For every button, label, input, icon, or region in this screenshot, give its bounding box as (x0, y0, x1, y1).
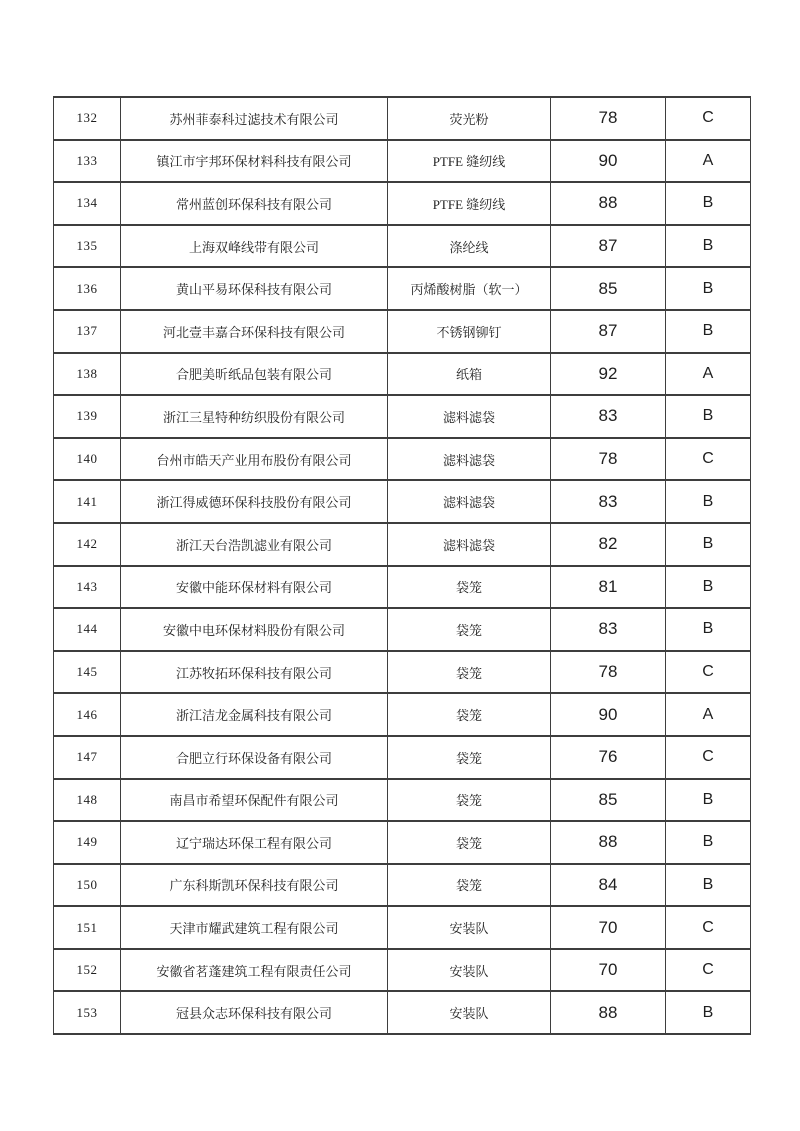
product-name-cell: 荧光粉 (388, 97, 551, 140)
row-index-cell: 143 (54, 566, 121, 609)
grade-cell: B (666, 779, 751, 822)
row-index-cell: 148 (54, 779, 121, 822)
grade-cell: C (666, 438, 751, 481)
score-cell: 78 (551, 438, 666, 481)
row-index-cell: 149 (54, 821, 121, 864)
product-name-cell: 滤料滤袋 (388, 438, 551, 481)
grade-cell: B (666, 480, 751, 523)
company-name-cell: 江苏牧拓环保科技有限公司 (121, 651, 388, 694)
company-name-cell: 广东科斯凯环保科技有限公司 (121, 864, 388, 907)
company-name-cell: 安徽省茗蓬建筑工程有限责任公司 (121, 949, 388, 992)
grade-cell: B (666, 310, 751, 353)
grade-cell: C (666, 906, 751, 949)
grade-cell: B (666, 821, 751, 864)
product-name-cell: 袋笼 (388, 736, 551, 779)
score-cell: 87 (551, 225, 666, 268)
table-row (54, 225, 751, 268)
product-name-cell: 袋笼 (388, 821, 551, 864)
score-cell: 87 (551, 310, 666, 353)
row-index-cell: 153 (54, 991, 121, 1034)
product-name-cell: 丙烯酸树脂（软一） (388, 267, 551, 310)
company-name-cell: 冠县众志环保科技有限公司 (121, 991, 388, 1034)
grade-cell: B (666, 864, 751, 907)
table-row (54, 991, 751, 1034)
score-cell: 85 (551, 267, 666, 310)
table-row (54, 864, 751, 907)
row-index-cell: 137 (54, 310, 121, 353)
product-name-cell: 涤纶线 (388, 225, 551, 268)
score-cell: 83 (551, 480, 666, 523)
company-name-cell: 辽宁瑞达环保工程有限公司 (121, 821, 388, 864)
score-cell: 76 (551, 736, 666, 779)
score-cell: 83 (551, 395, 666, 438)
product-name-cell: 滤料滤袋 (388, 480, 551, 523)
row-index-cell: 141 (54, 480, 121, 523)
product-name-cell: PTFE 缝纫线 (388, 140, 551, 183)
table-row (54, 779, 751, 822)
product-name-cell: 袋笼 (388, 566, 551, 609)
score-cell: 70 (551, 906, 666, 949)
company-name-cell: 天津市耀武建筑工程有限公司 (121, 906, 388, 949)
row-index-cell: 147 (54, 736, 121, 779)
score-cell: 88 (551, 821, 666, 864)
grade-cell: B (666, 267, 751, 310)
table-row (54, 736, 751, 779)
row-index-cell: 140 (54, 438, 121, 481)
product-name-cell: PTFE 缝纫线 (388, 182, 551, 225)
table-row (54, 651, 751, 694)
grade-cell: C (666, 736, 751, 779)
table-row (54, 267, 751, 310)
score-cell: 90 (551, 140, 666, 183)
grade-cell: B (666, 225, 751, 268)
table-row (54, 182, 751, 225)
product-name-cell: 袋笼 (388, 864, 551, 907)
table-row (54, 438, 751, 481)
row-index-cell: 144 (54, 608, 121, 651)
grade-cell: A (666, 140, 751, 183)
table-row (54, 140, 751, 183)
company-name-cell: 常州蓝创环保科技有限公司 (121, 182, 388, 225)
product-name-cell: 袋笼 (388, 693, 551, 736)
row-index-cell: 151 (54, 906, 121, 949)
table-body (54, 97, 751, 1034)
grade-cell: C (666, 97, 751, 140)
table-row (54, 821, 751, 864)
score-cell: 83 (551, 608, 666, 651)
company-name-cell: 浙江三星特种纺织股份有限公司 (121, 395, 388, 438)
grade-cell: B (666, 608, 751, 651)
score-cell: 70 (551, 949, 666, 992)
grade-cell: B (666, 182, 751, 225)
grade-cell: A (666, 353, 751, 396)
grade-cell: C (666, 949, 751, 992)
row-index-cell: 135 (54, 225, 121, 268)
product-name-cell: 安装队 (388, 991, 551, 1034)
table-row (54, 566, 751, 609)
company-name-cell: 合肥立行环保设备有限公司 (121, 736, 388, 779)
row-index-cell: 152 (54, 949, 121, 992)
product-name-cell: 安装队 (388, 949, 551, 992)
company-name-cell: 上海双峰线带有限公司 (121, 225, 388, 268)
table-row (54, 523, 751, 566)
table-row (54, 480, 751, 523)
row-index-cell: 138 (54, 353, 121, 396)
company-name-cell: 安徽中能环保材料有限公司 (121, 566, 388, 609)
row-index-cell: 146 (54, 693, 121, 736)
product-name-cell: 袋笼 (388, 651, 551, 694)
table-row (54, 395, 751, 438)
row-index-cell: 136 (54, 267, 121, 310)
table-row (54, 949, 751, 992)
table-row (54, 906, 751, 949)
grade-cell: C (666, 651, 751, 694)
table-row (54, 693, 751, 736)
score-cell: 82 (551, 523, 666, 566)
score-cell: 84 (551, 864, 666, 907)
score-cell: 81 (551, 566, 666, 609)
company-name-cell: 黄山平易环保科技有限公司 (121, 267, 388, 310)
score-cell: 92 (551, 353, 666, 396)
row-index-cell: 150 (54, 864, 121, 907)
company-name-cell: 苏州菲泰科过滤技术有限公司 (121, 97, 388, 140)
product-name-cell: 纸箱 (388, 353, 551, 396)
product-name-cell: 滤料滤袋 (388, 395, 551, 438)
product-name-cell: 安装队 (388, 906, 551, 949)
product-name-cell: 滤料滤袋 (388, 523, 551, 566)
table-row (54, 97, 751, 140)
supplier-rating-table (53, 96, 751, 1035)
row-index-cell: 139 (54, 395, 121, 438)
company-name-cell: 浙江得威德环保科技股份有限公司 (121, 480, 388, 523)
grade-cell: B (666, 566, 751, 609)
score-cell: 78 (551, 651, 666, 694)
score-cell: 88 (551, 182, 666, 225)
product-name-cell: 袋笼 (388, 779, 551, 822)
score-cell: 78 (551, 97, 666, 140)
grade-cell: B (666, 991, 751, 1034)
table-row (54, 353, 751, 396)
product-name-cell: 袋笼 (388, 608, 551, 651)
grade-cell: A (666, 693, 751, 736)
row-index-cell: 142 (54, 523, 121, 566)
row-index-cell: 134 (54, 182, 121, 225)
company-name-cell: 合肥美昕纸品包装有限公司 (121, 353, 388, 396)
grade-cell: B (666, 523, 751, 566)
company-name-cell: 河北壹丰嘉合环保科技有限公司 (121, 310, 388, 353)
row-index-cell: 145 (54, 651, 121, 694)
company-name-cell: 浙江洁龙金属科技有限公司 (121, 693, 388, 736)
grade-cell: B (666, 395, 751, 438)
row-index-cell: 132 (54, 97, 121, 140)
company-name-cell: 浙江天台浩凯滤业有限公司 (121, 523, 388, 566)
table-row (54, 310, 751, 353)
score-cell: 90 (551, 693, 666, 736)
score-cell: 85 (551, 779, 666, 822)
company-name-cell: 镇江市宇邦环保材料科技有限公司 (121, 140, 388, 183)
company-name-cell: 安徽中电环保材料股份有限公司 (121, 608, 388, 651)
table-row (54, 608, 751, 651)
company-name-cell: 南昌市希望环保配件有限公司 (121, 779, 388, 822)
company-name-cell: 台州市皓天产业用布股份有限公司 (121, 438, 388, 481)
product-name-cell: 不锈钢铆钉 (388, 310, 551, 353)
row-index-cell: 133 (54, 140, 121, 183)
score-cell: 88 (551, 991, 666, 1034)
